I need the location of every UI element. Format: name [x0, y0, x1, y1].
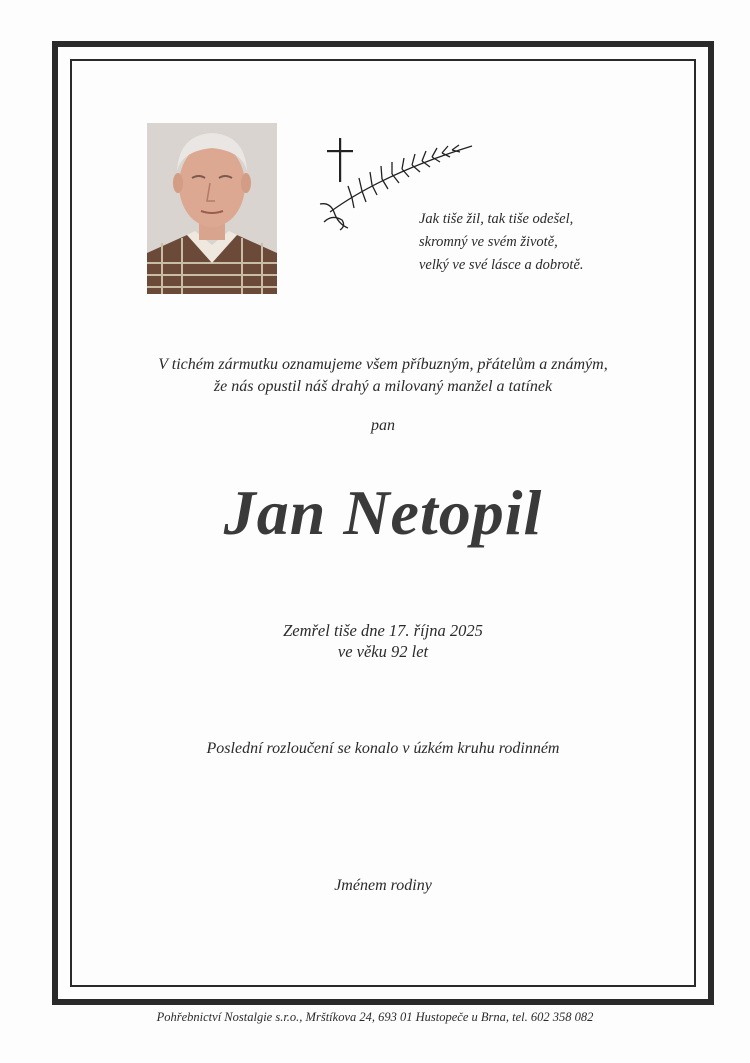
memorial-quote: [419, 208, 659, 277]
announcement-text: [70, 354, 696, 398]
cross-icon: [327, 138, 353, 182]
death-date: Zemřel tiše dne 17. října 2025: [283, 621, 483, 640]
announcement-line: že nás opustil náš drahý a milovaný manžel a tatínek: [213, 378, 553, 395]
quote-line: Jak tiše žil, tak tiše odešel,: [419, 211, 574, 227]
honorific: pan: [371, 417, 395, 434]
quote-line: velký ve své lásce a dobrotě.: [419, 257, 584, 273]
announcement-line: V tichém zármutku oznamujeme všem příbuzným, přátelům a známým,: [158, 356, 608, 373]
portrait-photo: [147, 123, 277, 294]
family-signature: Jménem rodiny: [334, 877, 432, 894]
funeral-service-footer: Pohřebnictví Nostalgie s.r.o., Mrštíkova 24, 693 01 Hustopeče u Brna, tel. 602 358 082: [156, 1010, 594, 1024]
death-age: ve věku 92 let: [337, 642, 429, 661]
quote-line: skromný ve svém životě,: [419, 234, 558, 250]
deceased-name: Jan Netopil: [223, 477, 543, 548]
death-info: [70, 620, 696, 662]
farewell-text: Poslední rozloučení se konalo v úzkém kruhu rodinném: [206, 740, 560, 757]
